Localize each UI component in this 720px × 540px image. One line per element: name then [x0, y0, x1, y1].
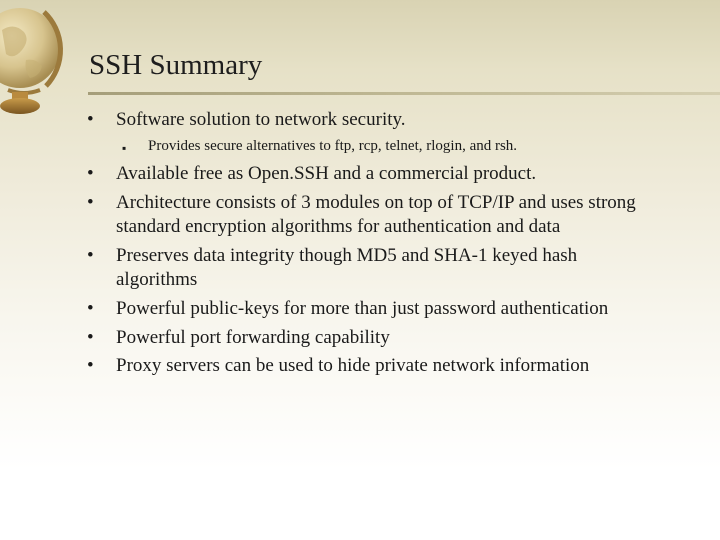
bullet-marker: •: [87, 245, 94, 266]
bullet-text: Architecture consists of 3 modules on top of TCP/IP and uses strong standard encryption algorithms for authentication and data: [116, 192, 636, 237]
bullet-text: Powerful port forwarding capability: [116, 327, 390, 348]
bullet-marker: •: [87, 109, 94, 130]
bullet-marker: •: [87, 298, 94, 319]
bullet-text: Powerful public-keys for more than just password authentication: [116, 298, 609, 319]
sub-bullet-marker: ▪: [122, 141, 127, 155]
bullet-text: Preserves data integrity though MD5 and SHA-1 keyed hash algorithms: [116, 245, 578, 290]
bullet-text: Proxy servers can be used to hide private network information: [116, 355, 590, 376]
bullet-marker: •: [87, 192, 94, 213]
bullet-text: Software solution to network security.: [116, 109, 406, 130]
bullet-marker: •: [87, 163, 94, 184]
bullet-marker: •: [87, 327, 94, 348]
bullet-text: Available free as Open.SSH and a commercial product.: [116, 163, 537, 184]
sub-bullet-text: Provides secure alternatives to ftp, rcp, telnet, rlogin, and rsh.: [148, 138, 518, 154]
slide-title: SSH Summary: [89, 49, 263, 81]
bullet-marker: •: [87, 355, 94, 376]
